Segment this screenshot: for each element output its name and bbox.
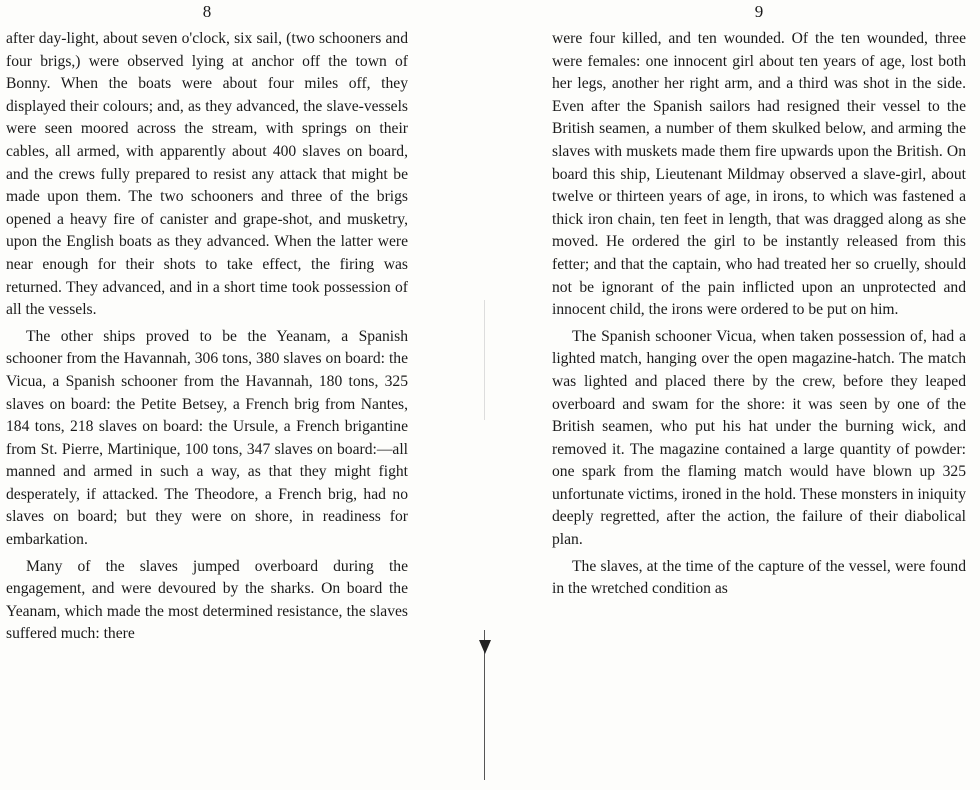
paragraph: after day-light, about seven o'clock, six sail, (two schooners and four brigs,) were observed lying at anchor off the town of Bonny. When the boats were about four miles off, they displayed their colours; and, as they advanced, the slave-vessels were seen moored across the stream, with springs on their cables, all armed, with apparently about 400 slaves on board, and the crews fully prepared to resist any attack that might be made upon them. The two schooners and three of the brigs opened a heavy fire of canister and grape-shot, and musketry, upon the English boats as they advanced. When the latter were near enough for their shots to take effect, the firing was returned. They advanced, and in a short time took possession of all the vessels. — [6, 30, 408, 319]
book-gutter — [484, 300, 486, 780]
paragraph: were four killed, and ten wounded. Of the ten wounded, three were females: one innocent girl about ten years of age, lost both her legs, another her right arm, and a third was shot in the side. Even after the Spanish sailors had resigned their vessel to the British seamen, a number of them skulked below, and arming the slaves with muskets made them fire upwards upon the British. On board this ship, Lieutenant Mildmay observed a slave-girl, about twelve or thirteen years of age, in irons, to which was fastened a thick iron chain, ten feet in length, that was dragged along as she moved. He ordered the girl to be instantly released from this fetter; and that the captain, who had treated her so cruelly, should not be ignorant of the pain inflicted upon an unprotected and innocent child, the irons were ordered to be put on him. — [552, 30, 966, 319]
left-page-text — [6, 28, 408, 646]
binding-mark-icon — [479, 640, 491, 654]
paragraph: The other ships proved to be the Yeanam, a Spanish schooner from the Havannah, 306 tons, 380 slaves on board: the Vicua, a Spanish schooner from the Havannah, 180 tons, 325 slaves on board: the Petite Betsey, a French brig from Nantes, 184 tons, 218 slaves on board: the Ursule, a French brigantine from St. Pierre, Martinique, 100 tons, 347 slaves on board:—all manned and armed in such a way, as that they might fight desperately, if attacked. The Theodore, a French brig, had no slaves on board; but they were on shore, in readiness for embarkation. — [6, 327, 408, 549]
left-page — [6, 0, 408, 650]
right-page-text — [552, 28, 966, 601]
gutter-shadow — [484, 300, 485, 420]
right-page — [552, 0, 966, 605]
paragraph: The Spanish schooner Vicua, when taken possession of, had a lighted match, hanging over the open magazine-hatch. The match was lighted and placed there by the crew, before they leaped overboard and swam for the shore: it was seen by one of the British seamen, who put his hat under the burning wick, and removed it. The magazine contained a large quantity of powder: one spark from the flaming match would have blown up 325 unfortunate victims, ironed in the hold. These monsters in iniquity deeply regretted, after the action, the failure of their diabolical plan. — [552, 327, 966, 549]
paragraph: Many of the slaves jumped overboard during the engagement, and were devoured by the sharks. On board the Yeanam, which made the most determined resistance, the slaves suffered much: there — [6, 557, 408, 643]
page-number-right: 9 — [754, 2, 764, 21]
page-number-left: 8 — [202, 2, 212, 21]
paragraph: The slaves, at the time of the capture of the vessel, were found in the wretched condition as — [552, 557, 966, 598]
